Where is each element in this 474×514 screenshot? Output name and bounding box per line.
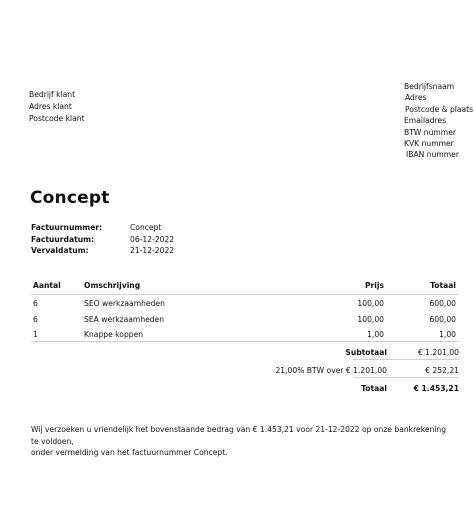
sender-kvk: KVK nummer — [404, 139, 454, 149]
document-title: Concept — [30, 188, 110, 208]
total-label: Totaal — [361, 383, 387, 393]
row-total: 1,00 — [439, 330, 456, 340]
header-total: Totaal — [430, 281, 456, 290]
sender-vat: BTW nummer — [404, 127, 456, 137]
row-desc: Knappe koppen — [84, 330, 144, 340]
total-divider — [353, 377, 459, 378]
row-desc: SEA werkzaamheden — [84, 314, 165, 324]
payment-note-line: Wij verzoeken u vriendelijk het bovenstaande bedrag van € 1.453,21 voor 21-12-2022 op onze bankrekening te voldoen, — [31, 425, 447, 446]
invoice-meta — [31, 222, 174, 257]
payment-note-line: onder vermelding van het factuurnummer Concept. — [31, 448, 228, 457]
row-price: 100,00 — [357, 299, 384, 309]
row-qty: 6 — [33, 314, 38, 324]
client-address: Adres klant — [29, 102, 72, 111]
total-row — [31, 379, 459, 397]
meta-value: Concept — [130, 223, 162, 232]
subtotal-label: Subtotaal — [345, 347, 387, 357]
table-header — [31, 281, 459, 295]
meta-label: Vervaldatum: — [31, 246, 89, 255]
meta-row — [31, 222, 174, 234]
row-price: 1,00 — [367, 330, 384, 340]
table-row — [31, 296, 459, 312]
row-price: 100,00 — [357, 314, 384, 324]
sender-address: Adres — [405, 93, 427, 103]
header-price: Prijs — [364, 281, 384, 290]
row-qty: 6 — [33, 299, 38, 309]
row-qty: 1 — [33, 330, 38, 340]
meta-label: Factuurnummer: — [31, 223, 103, 232]
line-items-table — [31, 281, 459, 343]
payment-note — [31, 424, 451, 459]
header-desc: Omschrijving — [84, 281, 141, 290]
client-company: Bedrijf klant — [29, 90, 76, 99]
sender-postcode-city: Postcode & plaats — [405, 104, 474, 114]
meta-row — [31, 234, 174, 246]
vat-value: € 252,21 — [425, 365, 459, 375]
row-desc: SEO werkzaamheden — [84, 299, 165, 309]
subtotal-value: € 1.201,00 — [417, 347, 459, 357]
table-body — [31, 296, 459, 343]
subtotal-divider — [353, 359, 459, 360]
row-total: 600,00 — [429, 299, 456, 309]
meta-value: 06-12-2022 — [130, 234, 175, 244]
sender-iban: IBAN nummer — [406, 150, 459, 160]
meta-value: 21-12-2022 — [130, 246, 175, 255]
sender-name: Bedrijfsnaam — [404, 82, 455, 91]
sender-email: Emailadres — [404, 116, 447, 126]
row-total: 600,00 — [429, 314, 456, 324]
sender-details-block — [404, 81, 473, 161]
table-divider — [31, 341, 459, 342]
total-value: € 1.453,21 — [413, 383, 459, 393]
client-postcode: Postcode klant — [29, 114, 85, 123]
header-qty: Aantal — [33, 281, 61, 290]
meta-label: Factuurdatum: — [31, 234, 95, 244]
client-address-block — [29, 89, 85, 125]
totals-block — [31, 343, 459, 397]
table-row — [31, 312, 459, 328]
vat-label: 21,00% BTW over € 1.201,00 — [275, 365, 387, 375]
meta-row — [31, 245, 174, 257]
